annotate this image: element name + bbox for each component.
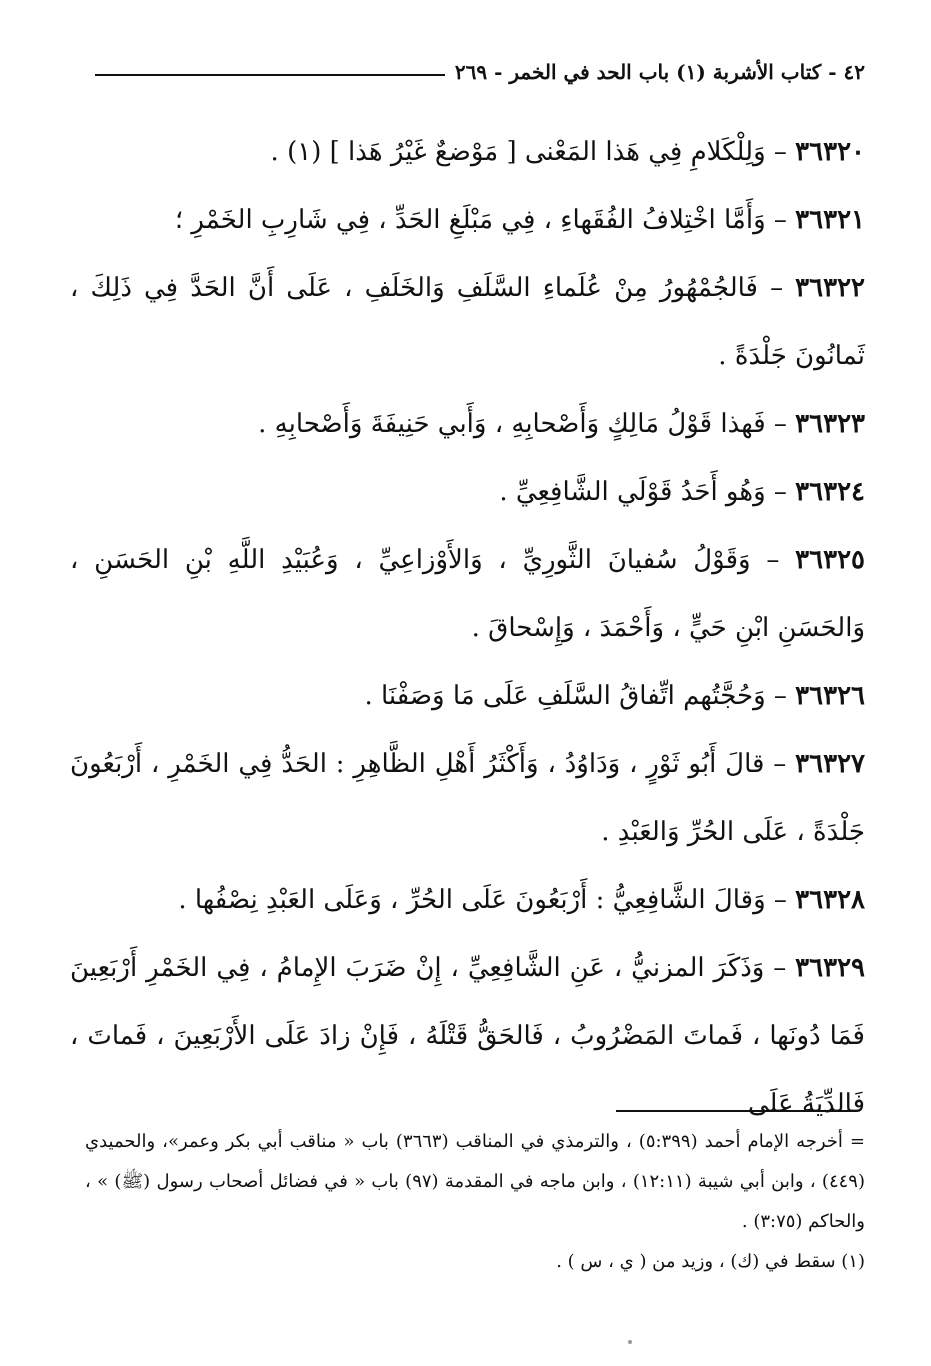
paragraph xyxy=(70,662,865,730)
paragraph-number: ٣٦٣٢٤ xyxy=(795,477,865,507)
paragraph-text: – فَهذا قَوْلُ مَالِكٍ وَأَصْحابِهِ ، وَأَبي حَنِيفَةَ وَأَصْحابِهِ . xyxy=(258,409,796,439)
header-title: ٤٢ - كتاب الأشربة (١) باب الحد في الخمر - ٢٦٩ xyxy=(454,60,865,84)
paragraph xyxy=(70,526,865,662)
header-rule xyxy=(95,74,445,76)
paragraph-text: – قالَ أَبُو ثَوْرٍ ، وَدَاوُدُ ، وَأَكْثَرُ أَهْلِ الظَّاهِرِ : الحَدُّ فِي الخَمْرِ ، أَرْبَعُونَ جَلْدَةً ، عَلَى الحُرِّ وَالعَبْدِ . xyxy=(70,749,865,847)
footnotes xyxy=(85,1122,865,1282)
paragraph-text: – وَأَمَّا اخْتِلافُ الفُقَهاءِ ، فِي مَبْلَغِ الحَدِّ ، فِي شَارِبِ الخَمْرِ ؛ xyxy=(174,205,796,235)
paragraph xyxy=(70,866,865,934)
paragraph-number: ٣٦٣٢٣ xyxy=(795,409,865,439)
paragraph-number: ٣٦٣٢٥ xyxy=(795,545,865,575)
paragraph xyxy=(70,730,865,866)
paragraph-text: – وَقَوْلُ سُفيانَ الثَّورِيِّ ، وَالأَوْزاعِيِّ ، وَعُبَيْدِ اللَّهِ بْنِ الحَسَنِ ، وَالحَسَنِ ابْنِ حَيٍّ ، وَأَحْمَدَ ، وَإِسْحاقَ . xyxy=(70,545,865,643)
paragraph xyxy=(70,254,865,390)
paragraph-number: ٣٦٣٢٦ xyxy=(795,681,865,711)
paragraph-text: – وَذَكَرَ المزنيُّ ، عَنِ الشَّافِعِيِّ ، إِنْ ضَرَبَ الإِمامُ ، فِي الخَمْرِ أَرْبَعِينَ فَمَا دُونَها ، فَماتَ المَضْرُوبُ ، فَالحَقُّ قَتْلَهُ ، فَإِنْ زادَ عَلَى الأَرْبَعِينَ ، فَماتَ ، فَالدِّيَةُ عَلَى xyxy=(70,953,865,1119)
running-header xyxy=(95,60,865,88)
footnote-rule xyxy=(616,1110,856,1112)
main-text xyxy=(70,118,865,1138)
paragraph xyxy=(70,934,865,1138)
paragraph-number: ٣٦٣٢١ xyxy=(795,205,865,235)
paragraph xyxy=(70,390,865,458)
footnote-1: (١) سقط في (ك) ، وزيد من ( ي ، س ) . xyxy=(556,1251,865,1272)
paragraph-text: – وَحُجَّتُهم اتِّفاقُ السَّلَفِ عَلَى مَا وَصَفْنَا . xyxy=(364,681,796,711)
paragraph-text: – وَقالَ الشَّافِعِيُّ : أَرْبَعُونَ عَلَى الحُرِّ ، وَعَلَى العَبْدِ نِصْفُها . xyxy=(178,885,796,915)
paragraph-text: – فَالجُمْهُورُ مِنْ عُلَماءِ السَّلَفِ وَالخَلَفِ ، عَلَى أَنَّ الحَدَّ فِي ذَلِكَ ، ثَمانُونَ جَلْدَةً . xyxy=(70,273,865,371)
paragraph xyxy=(70,458,865,526)
paragraph xyxy=(70,118,865,186)
scan-speck xyxy=(628,1340,632,1344)
footnote-continuation: = أخرجه الإمام أحمد (٥:٣٩٩) ، والترمذي في المناقب (٣٦٦٣) باب « مناقب أبي بكر وعمر»، والحميدي (٤٤٩) ، وابن أبي شيبة (١٢:١١) ، وابن ماجه في المقدمة (٩٧) باب « في فضائل أصحاب رسول (ﷺ) » ، والحاكم (٣:٧٥) . xyxy=(85,1131,865,1232)
paragraph-number: ٣٦٣٢٧ xyxy=(795,749,865,779)
paragraph-number: ٣٦٣٢٨ xyxy=(795,885,865,915)
paragraph-text: – وَلِلْكَلامِ فِي هَذا المَعْنى [ مَوْضعٌ غَيْرُ هَذا ] (١) . xyxy=(270,137,796,167)
paragraph-number: ٣٦٣٢٢ xyxy=(795,273,865,303)
paragraph-number: ٣٦٣٢٠ xyxy=(795,137,865,167)
paragraph-text: – وَهُو أَحَدُ قَوْلَي الشَّافِعِيِّ . xyxy=(499,477,796,507)
paragraph-number: ٣٦٣٢٩ xyxy=(795,953,865,983)
paragraph xyxy=(70,186,865,254)
